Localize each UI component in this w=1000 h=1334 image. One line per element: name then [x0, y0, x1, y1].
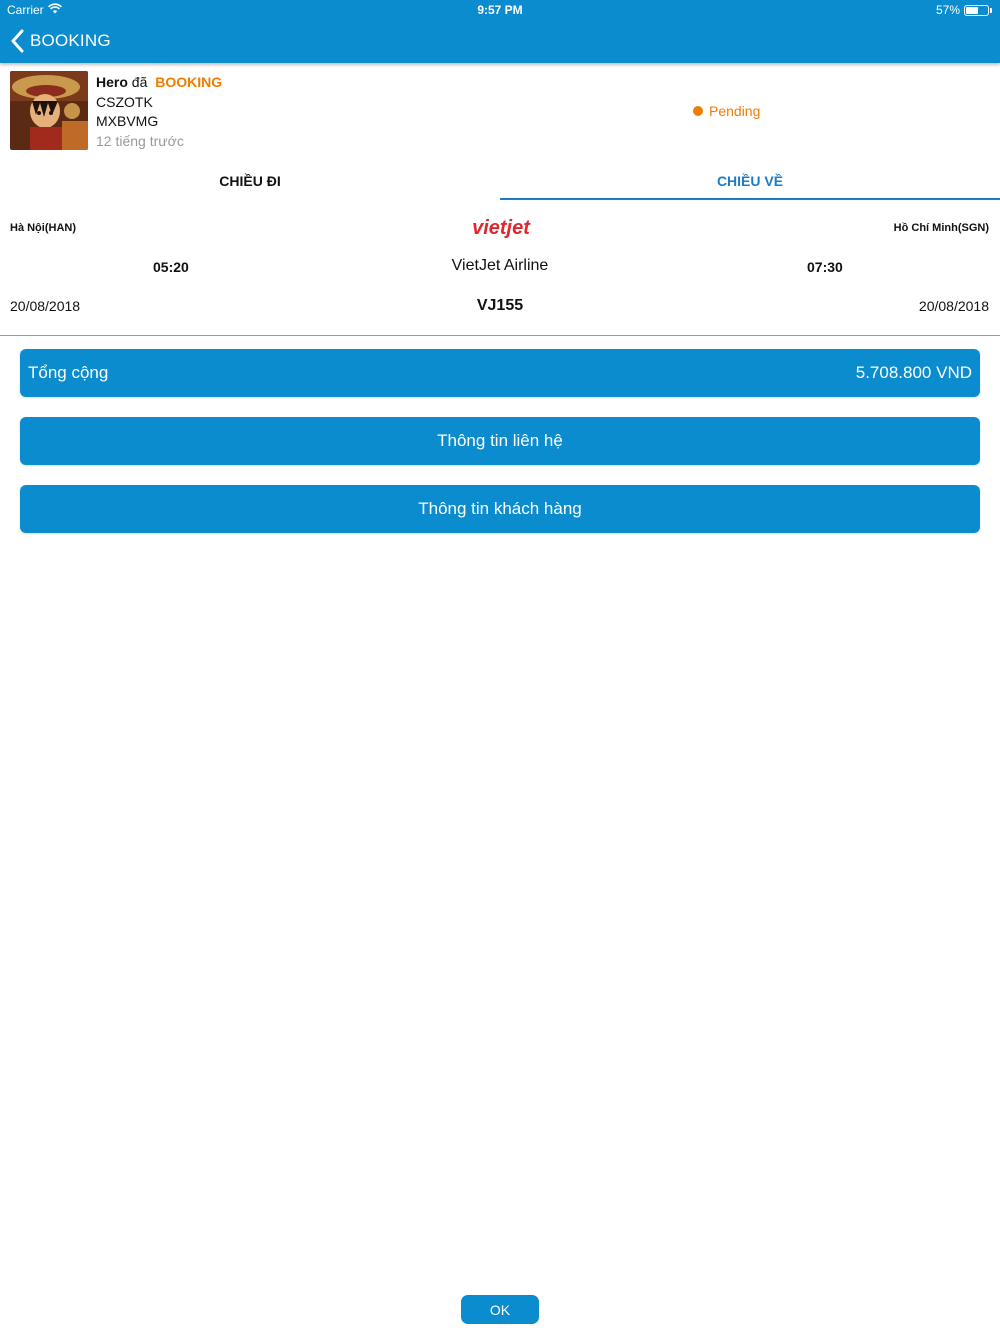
- departure-city: Hà Nội(HAN): [10, 222, 76, 234]
- svg-text:vietjet: vietjet: [472, 217, 530, 239]
- top-bar: [0, 0, 1000, 63]
- action-label: BOOKING: [155, 74, 223, 90]
- customer-info-button[interactable]: Thông tin khách hàng: [20, 485, 980, 533]
- booking-code-1: CSZOTK: [96, 93, 153, 110]
- nav-back-button[interactable]: [10, 26, 111, 56]
- battery-icon: [964, 5, 989, 16]
- flight-number: VJ155: [476, 297, 524, 314]
- tab-return[interactable]: CHIỀU VỀ: [500, 162, 1000, 200]
- trip-tabs: [0, 162, 1000, 200]
- airline-name: VietJet Airline: [451, 257, 549, 274]
- nav-title: BOOKING: [30, 31, 111, 50]
- booking-header: [10, 71, 990, 151]
- arrival-time: 07:30: [807, 259, 843, 275]
- battery-percent: 57%: [935, 3, 960, 17]
- arrival-date: 20/08/2018: [918, 298, 989, 314]
- clock: 9:57 PM: [477, 3, 523, 17]
- booking-code-2: MXBVMG: [96, 113, 159, 129]
- vietjet-logo: [469, 214, 533, 242]
- booking-info: [96, 73, 222, 151]
- departure-time: 05:20: [153, 259, 189, 275]
- user-name: Hero: [96, 74, 128, 90]
- time-ago: 12 tiếng trước: [96, 132, 184, 149]
- tab-outbound[interactable]: CHIỀU ĐI: [219, 173, 281, 189]
- status-dot-icon: [693, 106, 703, 116]
- avatar: [10, 71, 88, 150]
- ok-button[interactable]: OK: [461, 1295, 539, 1324]
- total-label: Tổng cộng: [28, 363, 109, 382]
- total-bar[interactable]: [20, 349, 980, 397]
- action-verb: đã: [131, 74, 148, 90]
- status-badge: [693, 103, 760, 119]
- departure-date: 20/08/2018: [10, 298, 81, 314]
- status-label: Pending: [709, 103, 761, 119]
- status-bar: [0, 3, 1000, 19]
- flight-details: [0, 208, 1000, 336]
- arrival-city: Hồ Chí Minh(SGN): [893, 222, 989, 234]
- total-amount: 5.708.800 VND: [855, 363, 972, 382]
- contact-info-button[interactable]: Thông tin liên hệ: [20, 417, 980, 465]
- battery-indicator: [936, 3, 992, 17]
- carrier-label: Carrier: [7, 3, 44, 17]
- chevron-left-icon: [10, 27, 26, 55]
